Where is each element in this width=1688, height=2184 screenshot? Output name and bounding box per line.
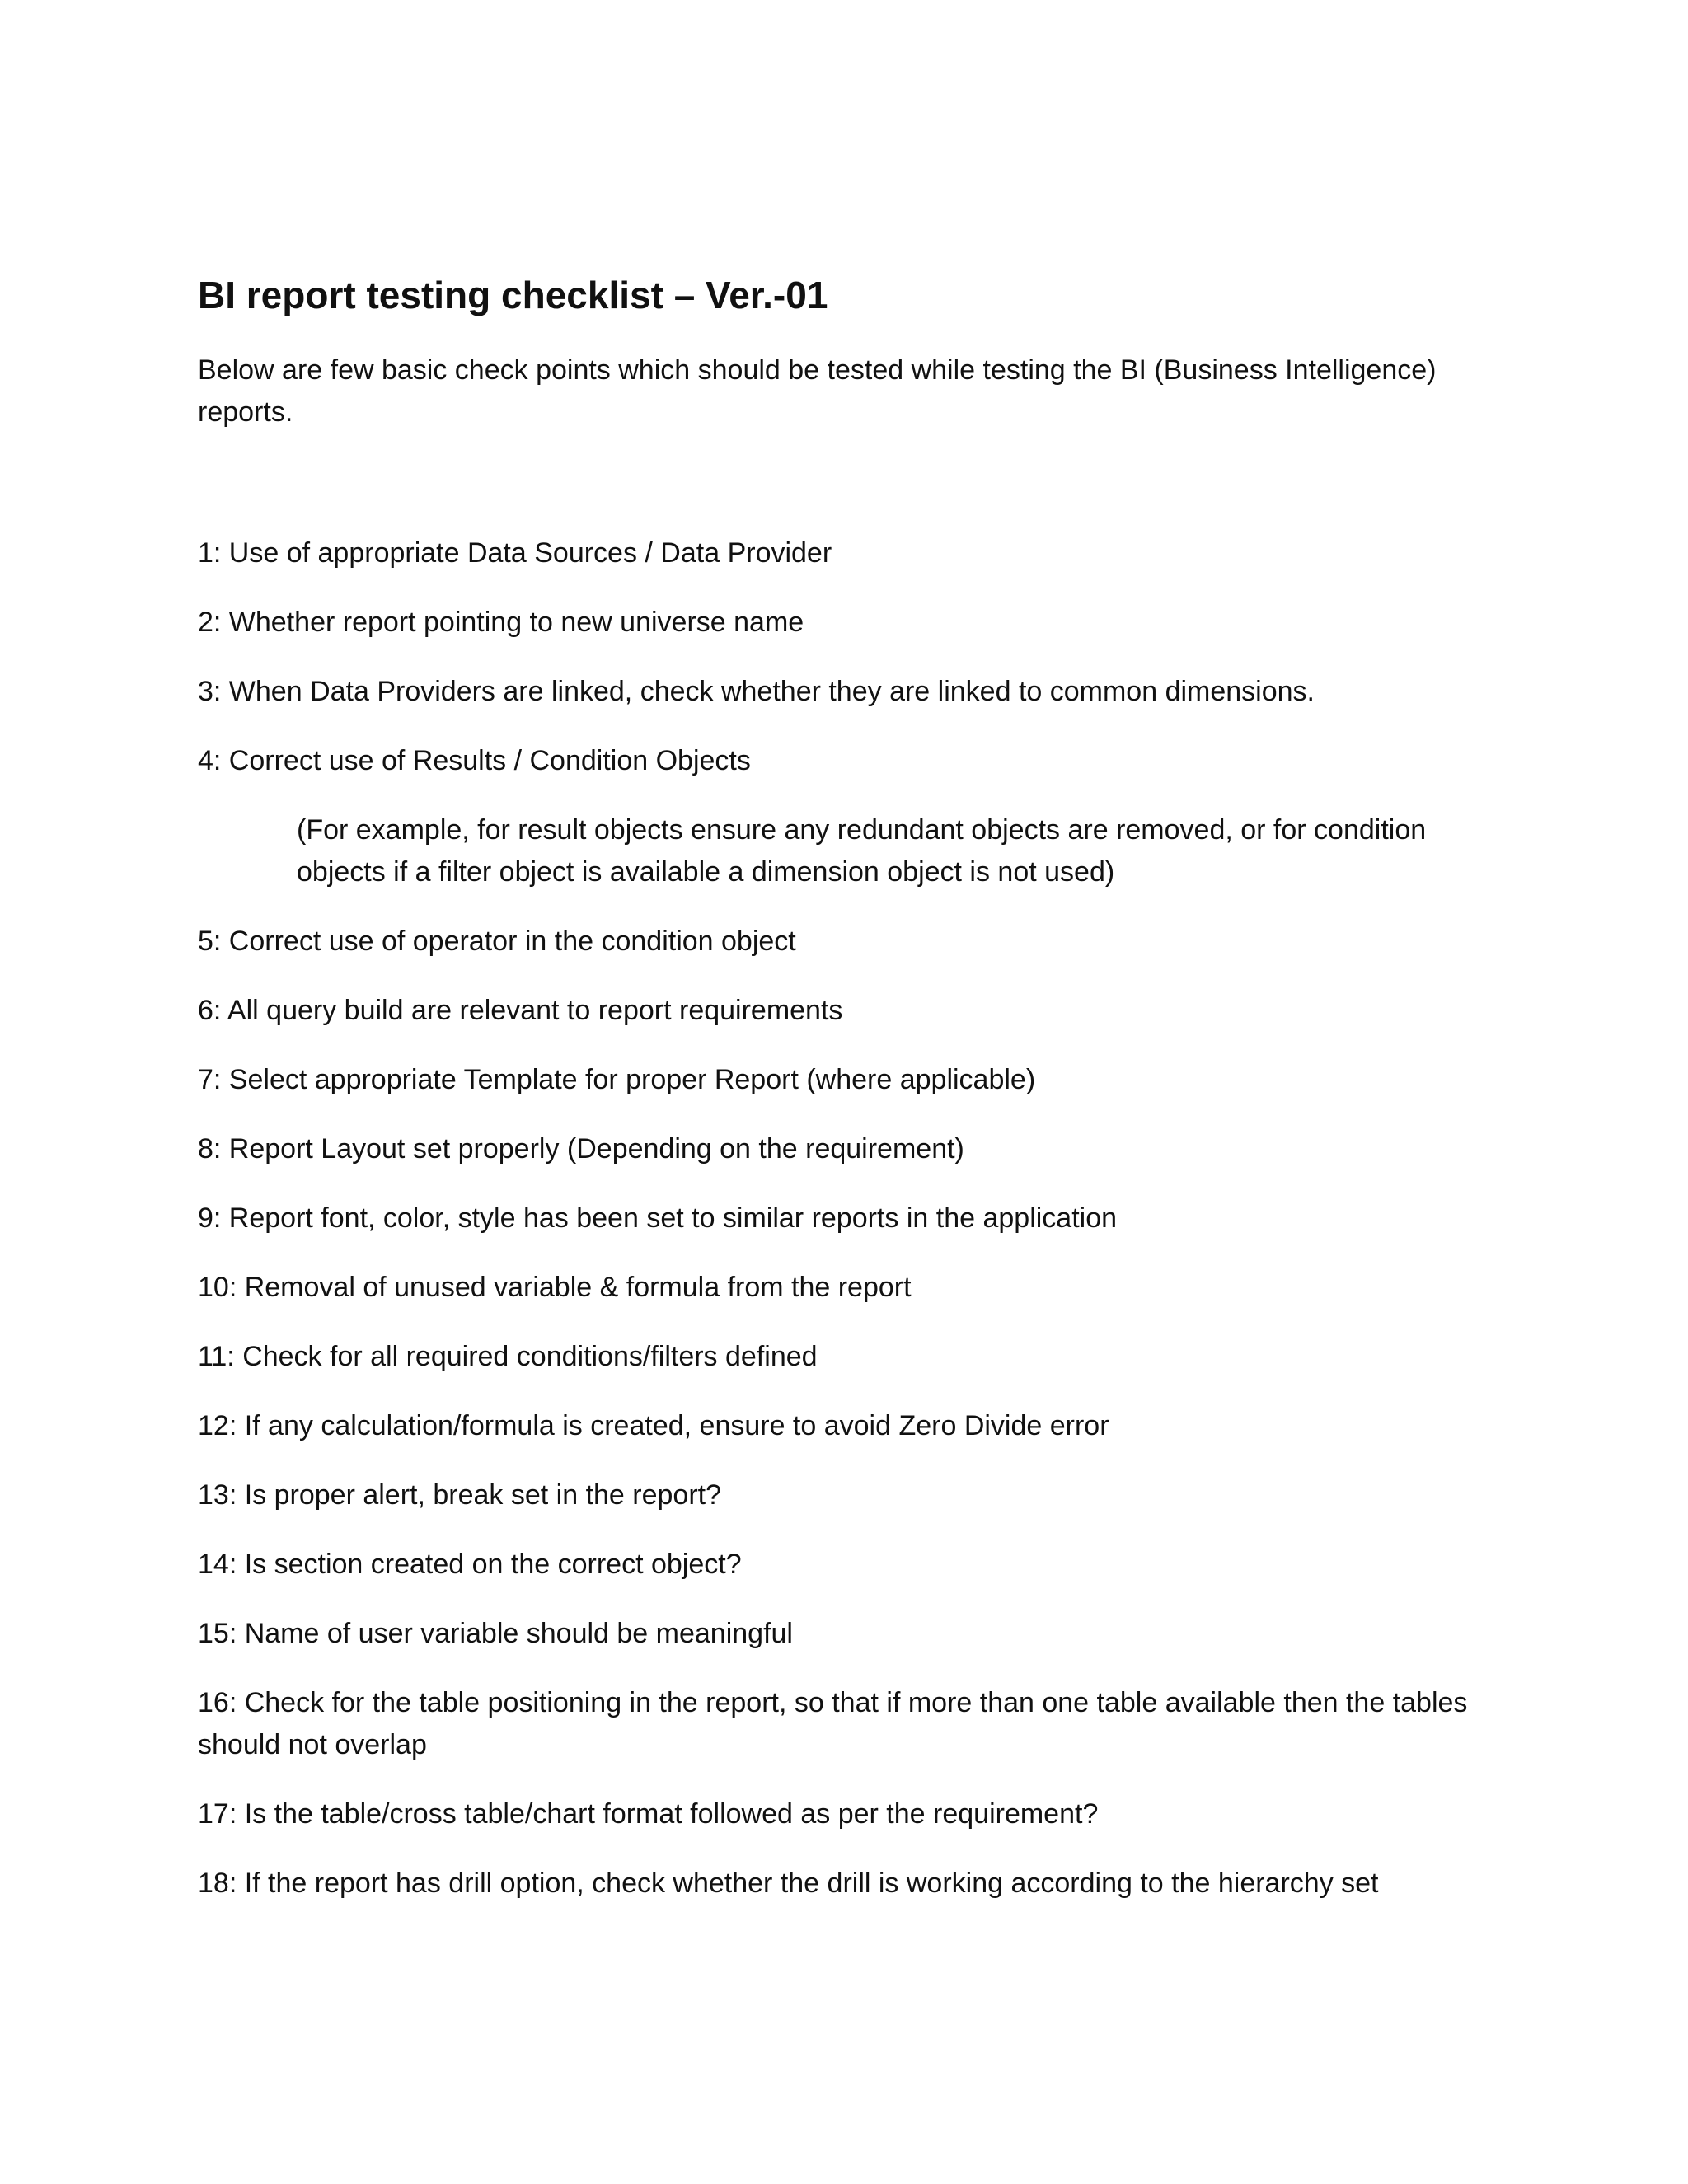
checklist-item-9: 9: Report font, color, style has been set to similar reports in the application bbox=[198, 1202, 1118, 1234]
checklist-item-5: 5: Correct use of operator in the condition object bbox=[198, 926, 796, 957]
checklist-item-17: 17: Is the table/cross table/chart format followed as per the requirement? bbox=[198, 1798, 1099, 1830]
checklist-item-11: 11: Check for all required conditions/filters defined bbox=[198, 1341, 818, 1372]
document-title: BI report testing checklist – Ver.-01 bbox=[198, 274, 828, 316]
checklist-item-6: 6: All query build are relevant to report requirements bbox=[198, 995, 843, 1026]
checklist-item-10: 10: Removal of unused variable & formula from the report bbox=[198, 1272, 912, 1303]
document-content bbox=[198, 269, 1484, 1932]
checklist-item-2: 2: Whether report pointing to new universe name bbox=[198, 607, 804, 638]
checklist-item-4: 4: Correct use of Results / Condition Objects bbox=[198, 745, 751, 776]
checklist-item-16: 16: Check for the table positioning in the report, so that if more than one table available then the tables should not overlap bbox=[198, 1687, 1468, 1760]
checklist-item-1: 1: Use of appropriate Data Sources / Data Provider bbox=[198, 537, 832, 569]
checklist-item-8: 8: Report Layout set properly (Depending on the requirement) bbox=[198, 1133, 964, 1165]
checklist-item-18: 18: If the report has drill option, check whether the drill is working according to the hierarchy set bbox=[198, 1868, 1379, 1899]
checklist-item-7: 7: Select appropriate Template for proper Report (where applicable) bbox=[198, 1064, 1036, 1095]
document-intro: Below are few basic check points which should be tested while testing the BI (Business Intelligence) reports. bbox=[198, 354, 1437, 428]
checklist-item-14: 14: Is section created on the correct object? bbox=[198, 1549, 742, 1580]
checklist-item-15: 15: Name of user variable should be meaningful bbox=[198, 1618, 793, 1649]
checklist-item-4-example-note: (For example, for result objects ensure any redundant objects are removed, or for condition objects if a filter object is available a dimension object is not used) bbox=[297, 814, 1427, 888]
checklist bbox=[198, 532, 1484, 1905]
checklist-item-3: 3: When Data Providers are linked, check whether they are linked to common dimensions. bbox=[198, 676, 1315, 707]
checklist-item-13: 13: Is proper alert, break set in the report? bbox=[198, 1479, 722, 1511]
checklist-item-12: 12: If any calculation/formula is created, ensure to avoid Zero Divide error bbox=[198, 1410, 1109, 1441]
